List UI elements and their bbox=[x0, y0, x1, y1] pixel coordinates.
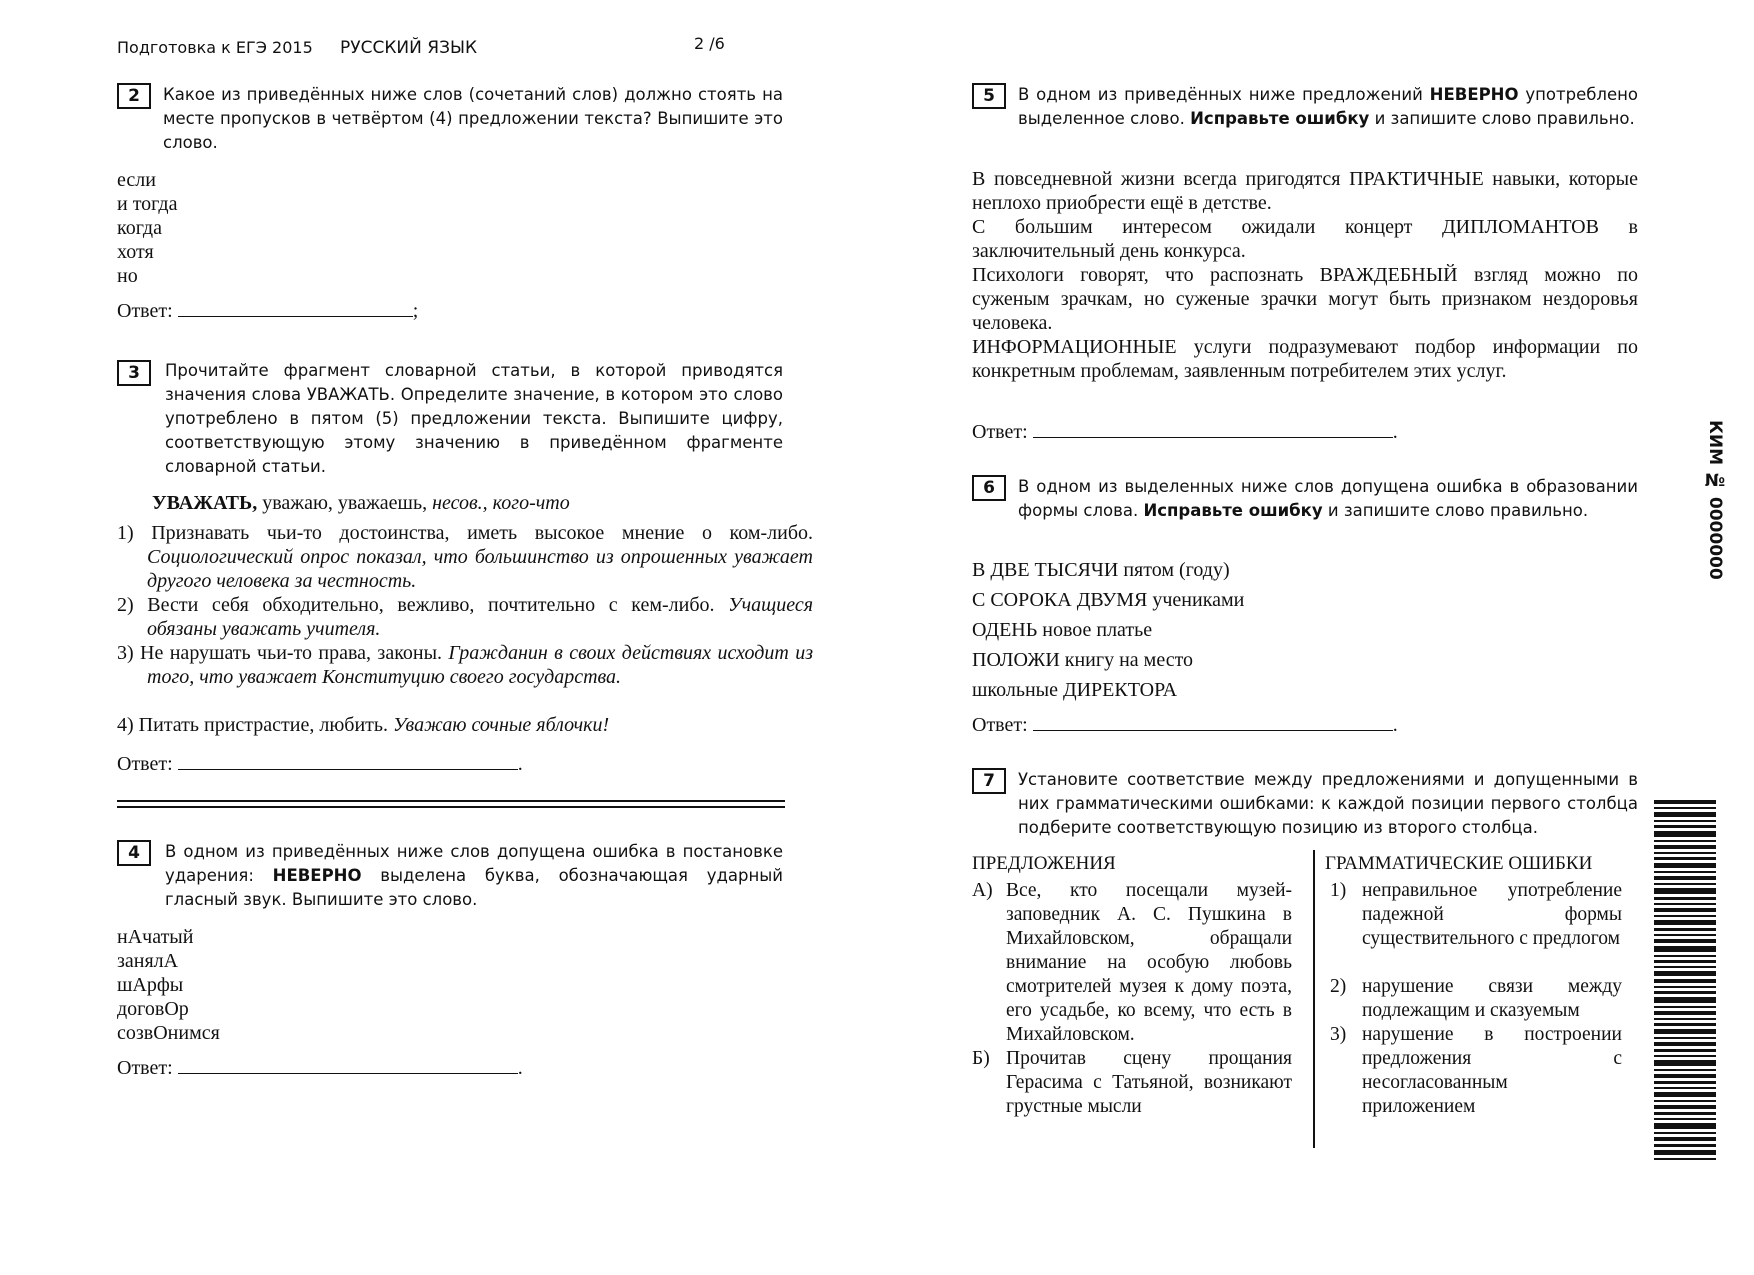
entry-grammar: несов., кого-что bbox=[427, 492, 570, 514]
answer-field-q3[interactable] bbox=[117, 753, 523, 776]
answer-end-mark: . bbox=[1392, 421, 1398, 443]
option: шАрфы bbox=[117, 974, 184, 996]
answer-end-mark: . bbox=[517, 753, 523, 775]
question-5-number: 5 bbox=[972, 83, 1006, 109]
entry-word: УВАЖАТЬ, bbox=[152, 492, 258, 514]
option: хотя bbox=[117, 241, 154, 263]
option: школьные ДИРЕКТОРА bbox=[972, 679, 1178, 701]
answer-end-mark: . bbox=[517, 1057, 523, 1079]
answer-label: Ответ: bbox=[972, 714, 1028, 736]
page-number: 2 /6 bbox=[694, 34, 725, 53]
sentence-a: А) Все, кто посещали музей-заповедник А. С. Пушкина в Михайловском, обращали внимание на особую любовь смотрителей музея к дому поэта, его усадьбе, ко всему, что есть в Михайловском. bbox=[972, 880, 1292, 1045]
header-left: Подготовка к ЕГЭ 2015 bbox=[117, 38, 313, 57]
meaning-3: 3) Не нарушать чьи-то права, законы. Гражданин в своих действиях исходит из того, что уважает Конституцию своего государства. bbox=[117, 642, 813, 688]
q5-sentence: С большим интересом ожидали концерт ДИПЛОМАНТОВ в заключительный день конкурса. bbox=[972, 216, 1638, 262]
question-2-text: Какое из приведённых ниже слов (сочетаний слов) должно стоять на месте пропусков в четвёртом (4) предложении текста? Выпишите это слово. bbox=[163, 85, 783, 152]
answer-field-q6[interactable] bbox=[972, 714, 1398, 737]
q5-sentence: ИНФОРМАЦИОННЫЕ услуги подразумевают подбор информации по конкретным проблемам, заявленным потребителем этих услуг. bbox=[972, 336, 1638, 382]
answer-end-mark: . bbox=[1392, 714, 1398, 736]
question-2-number: 2 bbox=[117, 83, 151, 109]
question-5-text: В одном из приведённых ниже предложений НЕВЕРНО употреблено выделенное слово. Исправьте ошибку и запишите слово правильно. bbox=[1018, 85, 1638, 128]
dictionary-entry-head bbox=[152, 491, 792, 515]
answer-field-q5[interactable] bbox=[972, 421, 1398, 444]
meaning-4: 4) Питать пристрастие, любить. Уважаю сочные яблочки! bbox=[117, 714, 610, 736]
column-divider bbox=[1313, 850, 1315, 1148]
section-divider bbox=[117, 806, 785, 808]
barcode bbox=[1654, 800, 1716, 1145]
answer-line[interactable] bbox=[1033, 423, 1393, 438]
option: нАчатый bbox=[117, 926, 194, 948]
question-7-text: Установите соответствие между предложениями и допущенными в них грамматическими ошибками: к каждой позиции первого столбца подберите соответствующую позицию из второго столбца. bbox=[1018, 770, 1638, 837]
error-3: 3) нарушение в построении предложения с несогласованным приложением bbox=[1330, 1024, 1622, 1117]
answer-label: Ответ: bbox=[972, 421, 1028, 443]
error-2: 2) нарушение связи между подлежащим и сказуемым bbox=[1330, 976, 1622, 1021]
header-subject: РУССКИЙ ЯЗЫК bbox=[340, 38, 478, 58]
option: но bbox=[117, 265, 138, 287]
meaning-1: 1) Признавать чьи-то достоинства, иметь высокое мнение о ком-либо. Социологический опрос показал, что большинство из опрошенных уважает другого человека за честность. bbox=[117, 522, 813, 592]
answer-end-mark: ; bbox=[412, 300, 419, 322]
answer-label: Ответ: bbox=[117, 300, 173, 322]
answer-line[interactable] bbox=[178, 302, 413, 317]
question-6-number: 6 bbox=[972, 475, 1006, 501]
sentence-b: Б) Прочитав сцену прощания Герасима с Татьяной, возникают грустные мысли bbox=[972, 1048, 1292, 1117]
question-6-text: В одном из выделенных ниже слов допущена ошибка в образовании формы слова. Исправьте ошибку и запишите слово правильно. bbox=[1018, 477, 1638, 520]
q5-sentence: Психологи говорят, что распознать ВРАЖДЕБНЫЙ взгляд можно по суженым зрачкам, но суженые зрачки могут быть признаком нездоровья человека. bbox=[972, 264, 1638, 334]
question-4-text: В одном из приведённых ниже слов допущена ошибка в постановке ударения: НЕВЕРНО выделена буква, обозначающая ударный гласный звук. Выпишите это слово. bbox=[165, 842, 783, 909]
column-header-errors: ГРАММАТИЧЕСКИЕ ОШИБКИ bbox=[1325, 853, 1593, 874]
question-3-text: Прочитайте фрагмент словарной статьи, в которой приводятся значения слова УВАЖАТЬ. Определите значение, в котором это слово употреблено в пятом (5) предложении текста. Выпишите цифру, соответствующую этому значению в приведённом фрагменте словарной статьи. bbox=[165, 361, 783, 476]
question-3-number: 3 bbox=[117, 360, 151, 386]
option: и тогда bbox=[117, 193, 178, 215]
option: созвОнимся bbox=[117, 1022, 220, 1044]
entry-forms: уважаю, уважаешь, bbox=[257, 492, 428, 514]
meaning-2: 2) Вести себя обходительно, вежливо, почтительно с кем-либо. Учащиеся обязаны уважать учителя. bbox=[117, 594, 813, 640]
question-7-number: 7 bbox=[972, 768, 1006, 794]
answer-field-q2[interactable] bbox=[117, 300, 418, 323]
column-header-sentences: ПРЕДЛОЖЕНИЯ bbox=[972, 853, 1116, 874]
option: если bbox=[117, 169, 156, 191]
kim-code: КИМ № 0000000 bbox=[1705, 420, 1725, 580]
option: ПОЛОЖИ книгу на место bbox=[972, 649, 1194, 671]
option: когда bbox=[117, 217, 162, 239]
option: занялА bbox=[117, 950, 179, 972]
section-divider bbox=[117, 800, 785, 802]
error-1: 1) неправильное употребление падежной формы существительного с предлогом bbox=[1330, 880, 1622, 949]
option: ОДЕНЬ новое платье bbox=[972, 619, 1153, 641]
question-4-number: 4 bbox=[117, 840, 151, 866]
option: В ДВЕ ТЫСЯЧИ пятом (году) bbox=[972, 559, 1230, 581]
answer-line[interactable] bbox=[1033, 716, 1393, 731]
option: договОр bbox=[117, 998, 189, 1020]
answer-label: Ответ: bbox=[117, 753, 173, 775]
answer-field-q4[interactable] bbox=[117, 1057, 523, 1080]
answer-line[interactable] bbox=[178, 1059, 518, 1074]
answer-label: Ответ: bbox=[117, 1057, 173, 1079]
answer-line[interactable] bbox=[178, 755, 518, 770]
q5-sentence: В повседневной жизни всегда пригодятся ПРАКТИЧНЫЕ навыки, которые неплохо приобрести ещё в детстве. bbox=[972, 168, 1638, 214]
option: С СОРОКА ДВУМЯ учениками bbox=[972, 589, 1245, 611]
